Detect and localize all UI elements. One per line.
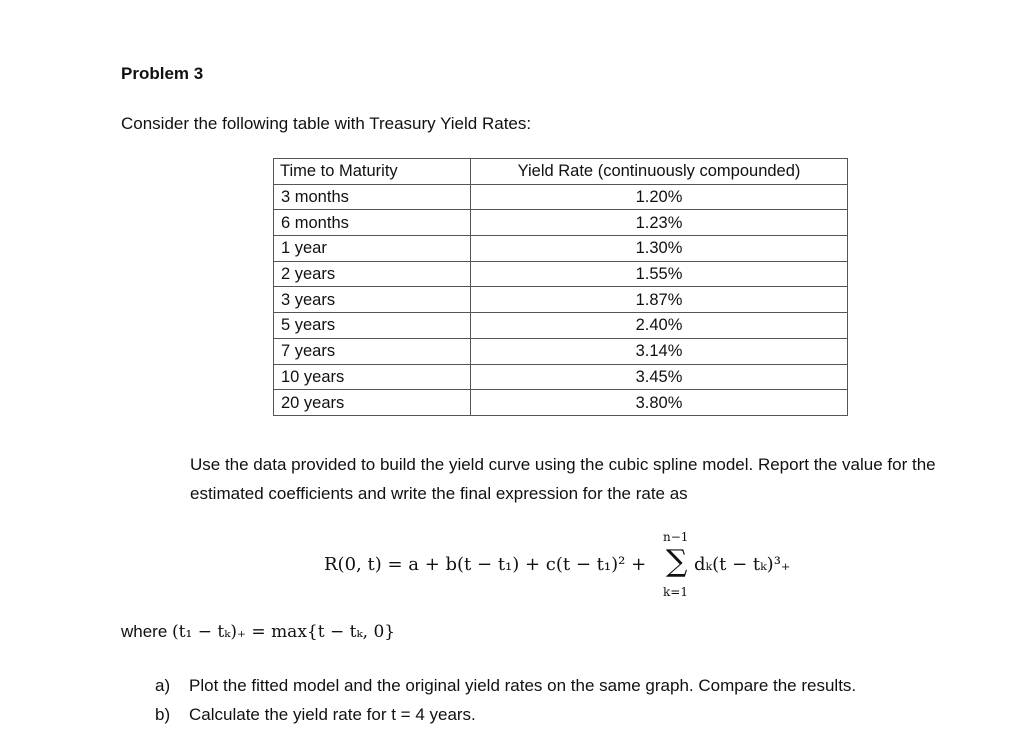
list-item [155,676,856,705]
maturity-cell: 7 years [274,338,471,364]
rate-cell: 2.40% [471,313,848,339]
rate-cell: 1.20% [471,184,848,210]
spline-formula [324,528,824,602]
rate-cell: 3.80% [471,390,848,416]
sum-upper-limit: n−1 [663,530,689,544]
table-row [274,390,848,416]
table-row [274,287,848,313]
instructions-paragraph: Use the data provided to build the yield curve using the cubic spline model. Report the value for the estimated coefficients and write the final expression for the rate as [190,455,936,503]
question-label: a) [155,676,171,695]
summation-icon: ∑ [666,544,688,579]
table-row [274,236,848,262]
maturity-cell: 3 years [274,287,471,313]
table-row [274,364,848,390]
maturity-cell: 2 years [274,261,471,287]
maturity-cell: 10 years [274,364,471,390]
maturity-cell: 1 year [274,236,471,262]
table-row [274,313,848,339]
table-row [274,184,848,210]
rate-cell: 3.14% [471,338,848,364]
question-label: b) [155,705,171,724]
rate-cell: 1.30% [471,236,848,262]
rate-cell: 3.45% [471,364,848,390]
rate-cell: 1.55% [471,261,848,287]
problem-intro: Consider the following table with Treasury Yield Rates: [121,114,532,133]
formula-lhs: R(0, t) = a + b(t − t₁) + c(t − t₁)² + [324,554,647,575]
where-prefix: where [121,622,168,641]
where-expression: (t₁ − tₖ)₊ = max{t − tₖ, 0} [172,622,396,642]
rate-cell: 1.23% [471,210,848,236]
table-header-row [274,159,848,185]
header-time-to-maturity: Time to Maturity [274,159,471,185]
formula-sum-term: dₖ(t − tₖ)³₊ [694,554,791,575]
list-item [155,705,856,734]
table-row [274,261,848,287]
header-yield-rate: Yield Rate (continuously compounded) [471,159,848,185]
maturity-cell: 3 months [274,184,471,210]
table-row [274,210,848,236]
sum-lower-limit: k=1 [663,585,688,599]
yield-table [273,158,848,416]
maturity-cell: 6 months [274,210,471,236]
question-list [155,676,856,734]
question-text: Calculate the yield rate for t = 4 years. [189,705,476,724]
table-row [274,338,848,364]
maturity-cell: 5 years [274,313,471,339]
maturity-cell: 20 years [274,390,471,416]
question-text: Plot the fitted model and the original yield rates on the same graph. Compare the results. [189,676,857,695]
where-clause [121,622,395,642]
rate-cell: 1.87% [471,287,848,313]
problem-title: Problem 3 [121,64,204,83]
